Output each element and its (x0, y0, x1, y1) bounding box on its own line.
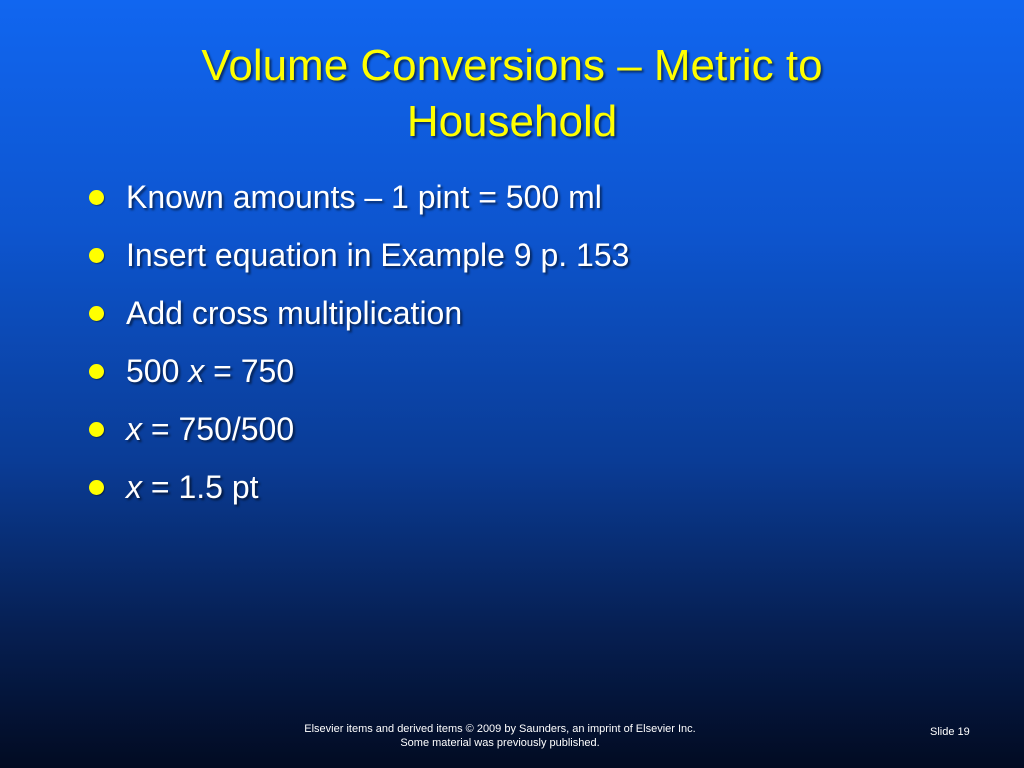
bullet-icon (89, 190, 104, 205)
bullet-text (126, 469, 259, 506)
bullet-suffix: = 1.5 pt (142, 468, 259, 505)
footer-line-1: Elsevier items and derived items © 2009 by Saunders, an imprint of Elsevier Inc. (304, 723, 696, 735)
bullet-icon (89, 480, 104, 495)
bullet-text: Known amounts – 1 pint = 500 ml (126, 178, 602, 215)
bullet-icon (89, 306, 104, 321)
bullet-list (86, 168, 946, 516)
bullet-item (86, 400, 946, 458)
bullet-item (86, 342, 946, 400)
bullet-prefix: 500 (126, 352, 189, 389)
bullet-text: Insert equation in Example 9 p. 153 (126, 236, 630, 273)
bullet-text: Add cross multiplication (126, 294, 463, 331)
variable-x: x (188, 352, 205, 389)
bullet-item (86, 458, 946, 516)
title-line-2: Household (406, 97, 618, 146)
bullet-item (86, 226, 946, 284)
bullet-text (126, 411, 294, 448)
title-line-1: Volume Conversions – Metric to (201, 41, 823, 90)
bullet-suffix: = 750/500 (142, 410, 295, 447)
copyright-footer (250, 722, 750, 750)
variable-x: x (126, 410, 142, 447)
variable-x: x (126, 468, 142, 505)
bullet-icon (89, 422, 104, 437)
bullet-icon (89, 248, 104, 263)
bullet-icon (89, 364, 104, 379)
footer-line-2: Some material was previously published. (400, 737, 600, 749)
bullet-item (86, 284, 946, 342)
slide-number: Slide 19 (930, 726, 970, 738)
bullet-suffix: = 750 (204, 352, 295, 389)
bullet-item (86, 168, 946, 226)
slide-title (80, 38, 944, 150)
bullet-text (126, 353, 294, 390)
